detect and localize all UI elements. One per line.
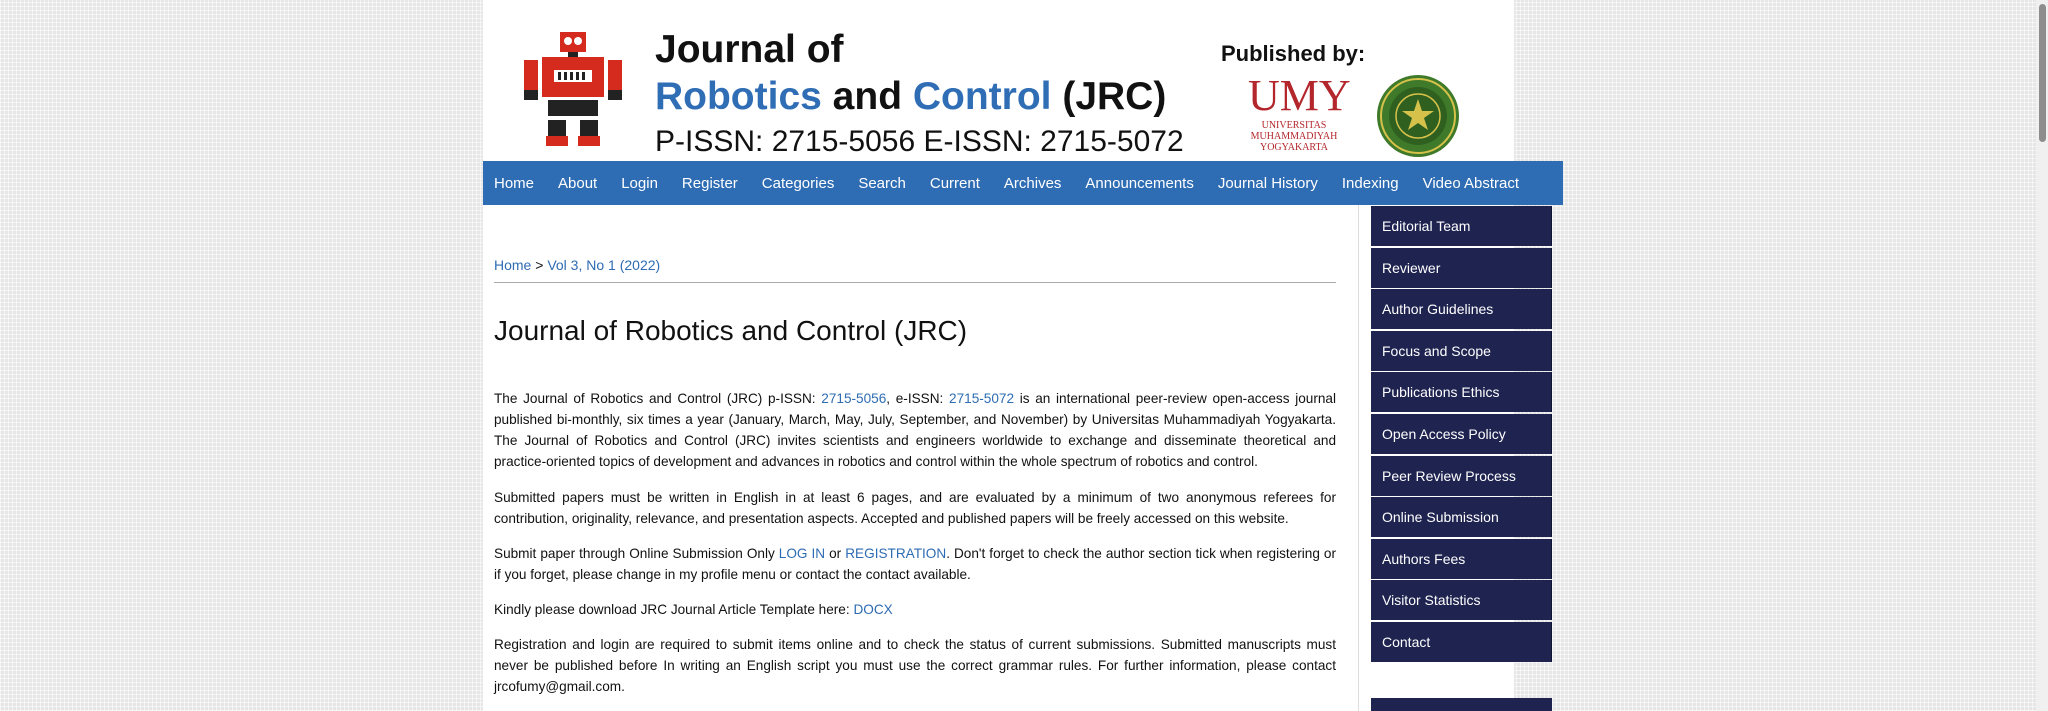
content-sidebar-divider [1358,205,1359,711]
umy-seal-icon [1375,73,1461,159]
sidebar-item-peer-review-process[interactable]: Peer Review Process [1371,456,1552,496]
nav-journal-history[interactable]: Journal History [1217,174,1318,192]
nav-indexing[interactable]: Indexing [1341,174,1399,192]
sidebar-item-open-access-policy[interactable]: Open Access Policy [1371,414,1552,454]
publisher-name-line1: UNIVERSITAS [1261,120,1327,131]
breadcrumb-current-link[interactable]: Vol 3, No 1 (2022) [547,257,661,273]
nav-login[interactable]: Login [621,174,658,192]
publisher-name-line3: YOGYAKARTA [1259,142,1329,153]
nav-categories[interactable]: Categories [761,174,835,192]
journal-title-robotics: Robotics [655,75,822,118]
registration-info-paragraph: Registration and login are required to submit items online and to check the status of current submissions. Submitted manuscripts must never be published before In writing an English script you must use the correct grammar rules. For further information, please contact jrcofumy@gmail.com. [494,637,1336,694]
journal-title-abbr: (JRC) [1051,75,1167,118]
submit-text-or: or [825,546,846,561]
intro-paragraph [494,388,1336,472]
scrollbar-thumb[interactable] [2039,4,2046,142]
eissn-link[interactable]: 2715-5072 [949,391,1015,406]
breadcrumb-home-link[interactable]: Home [494,257,532,273]
sidebar-item-authors-fees[interactable]: Authors Fees [1371,539,1552,579]
online-submission-paragraph [494,543,1336,585]
intro-text-a: The Journal of Robotics and Control (JRC) p-ISSN: [494,391,822,406]
template-paragraph [494,599,1336,620]
sidebar-item-publications-ethics[interactable]: Publications Ethics [1371,372,1552,412]
page-scrollbar[interactable] [2036,0,2048,711]
registration-link[interactable]: REGISTRATION [845,546,947,561]
nav-video-abstract[interactable]: Video Abstract [1422,174,1520,192]
template-text: Kindly please download JRC Journal Article Template here: [494,602,854,617]
sidebar-next-block [1371,698,1552,711]
nav-archives[interactable]: Archives [1003,174,1062,192]
nav-about[interactable]: About [558,174,598,192]
sidebar-item-focus-and-scope[interactable]: Focus and Scope [1371,331,1552,371]
main-nav [483,161,1563,205]
sidebar-item-editorial-team[interactable]: Editorial Team [1371,206,1552,246]
intro-text-b: , e-ISSN: [886,391,950,406]
breadcrumb-separator: > [531,257,548,273]
page-container [483,0,1520,711]
breadcrumb [494,257,660,273]
nav-register[interactable]: Register [681,174,738,192]
breadcrumb-divider [494,282,1336,283]
submission-requirements-paragraph: Submitted papers must be written in English in at least 6 pages, and are evaluated by a minimum of two anonymous referees for contribution, originality, relevance, and presentation aspects. Accepted and published papers will be freely accessed on this website. [494,490,1336,526]
publisher-logo-text: UMY [1248,71,1351,120]
publisher-name-line2: MUHAMMADIYAH [1250,131,1338,142]
issn-line: P-ISSN: 2715-5056 E-ISSN: 2715-5072 [655,125,1184,158]
nav-announcements[interactable]: Announcements [1085,174,1194,192]
sidebar-item-author-guidelines[interactable]: Author Guidelines [1371,289,1552,329]
journal-title-line2 [655,75,1166,119]
sidebar-item-visitor-statistics[interactable]: Visitor Statistics [1371,580,1552,620]
journal-title-and: and [821,75,913,118]
robot-logo-icon [518,30,628,150]
sidebar-menu [1371,206,1552,664]
journal-title-control: Control [912,75,1052,118]
pissn-link[interactable]: 2715-5056 [821,391,887,406]
sidebar-item-online-submission[interactable]: Online Submission [1371,497,1552,537]
submit-text-b: . Don't forget to check the author section tick when registering or if you forget, please change in my profile menu or contact the contact available. [494,546,1337,582]
journal-title-line1: Journal of [655,28,844,71]
header-banner [483,0,1514,161]
nav-home[interactable]: Home [494,174,535,192]
sidebar-item-contact[interactable]: Contact [1371,622,1552,662]
page-title: Journal of Robotics and Control (JRC) [494,315,968,346]
login-link[interactable]: LOG IN [778,546,826,561]
sidebar-item-reviewer[interactable]: Reviewer [1371,248,1552,288]
docx-template-link[interactable]: DOCX [853,602,893,617]
nav-current[interactable]: Current [929,174,980,192]
intro-text-c: is an international peer-review open-access journal published bi-monthly, six times a year (January, March, May, July, September, and November) by Universitas Muhammadiyah Yogyakarta. The Journal of Robotics and Control (JRC) invites scientists and engineers worldwide to exchange and disseminate theoretical and practice-oriented topics of development and advances in robotics and control within the whole spectrum of robotics and control. [494,391,1337,469]
published-by-label: Published by: [1221,41,1366,66]
nav-search[interactable]: Search [858,174,906,192]
submit-text-a: Submit paper through Online Submission Only [494,546,779,561]
publisher-name [1246,120,1342,153]
